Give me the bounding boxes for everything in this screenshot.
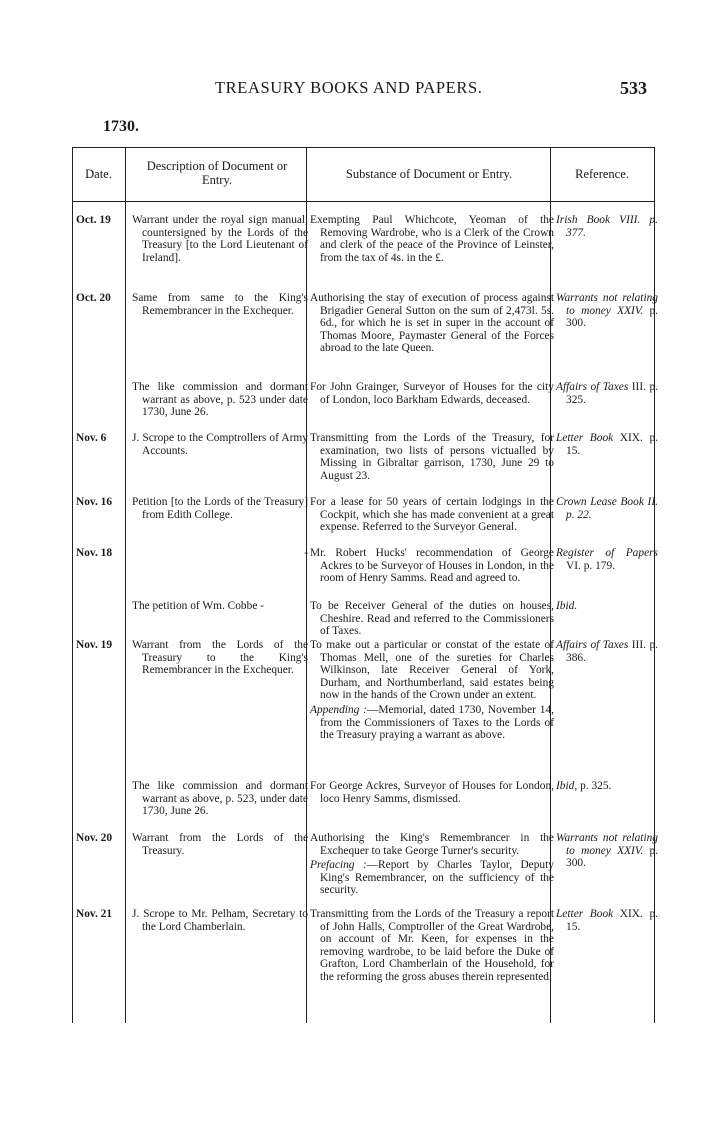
entry-description: - (304, 547, 308, 559)
entry-reference (556, 292, 658, 330)
appendix-text: —Memorial, dated 1730, November 14, from the Commissioners of Taxes to the Lords of the Treasury praying a warrant as above. (320, 703, 554, 742)
table-top-rule (72, 147, 655, 148)
entry-substance: Transmitting from the Lords of the Treasury, for examination, two lists of persons victualled by Missing in Gibraltar garrison, 1730, June 29 to August 23. (310, 432, 554, 482)
substance-main: To make out a particular or constat of the estate of Thomas Mell, one of the sureties for Charles Wilkinson, late Receiver General of York, Durham, and Northumberland, said estates being now in the hands of the Crown under an extent. (310, 639, 554, 702)
column-header-substance: Substance of Document or Entry. (345, 167, 513, 181)
entry-date: Nov. 21 (76, 908, 113, 920)
entry-date: Nov. 20 (76, 832, 113, 844)
entry-date: Nov. 6 (76, 432, 107, 444)
entry-description: Warrant under the royal sign manual, countersigned by the Lords of the Treasury [to the Lord Lieutenant of Ireland]. (132, 214, 308, 264)
reference-detail: XIX. p. 15. (566, 432, 658, 457)
column-rule (125, 147, 126, 1023)
reference-title: Irish Book (556, 214, 611, 226)
entry-substance (310, 832, 554, 897)
entry-substance: To be Receiver General of the duties on houses, Cheshire. Read and referred to the Commissioners of Taxes. (310, 600, 554, 638)
reference-detail: p. 325. (580, 780, 612, 792)
reference-title: Warrants not relating to money XXIV. (556, 292, 658, 317)
entry-reference (556, 381, 658, 406)
reference-title: Warrants not relating to money XXIV. (556, 832, 658, 857)
entry-substance: For a lease for 50 years of certain lodgings in the Cockpit, which she has made convenient at a great expense. Referred to the Surveyor General. (310, 496, 554, 534)
entry-substance: Authorising the stay of execution of process against Brigadier General Sutton on the sum of 2,473l. 5s. 6d., for which he is set in super in the account of Thomas Moore, Paymaster General of the Forces abroad to the late Queen. (310, 292, 554, 355)
entry-substance: Mr. Robert Hucks' recommendation of George Ackres to be Surveyor of Houses in London, in the room of Henry Samms. Read and agreed to. (310, 547, 554, 585)
substance-main: Authorising the King's Remembrancer in the Exchequer to take George Turner's security. (310, 832, 554, 857)
running-header (0, 78, 720, 102)
entry-substance: For John Grainger, Surveyor of Houses for the city of London, loco Barkham Edwards, deceased. (310, 381, 554, 406)
entry-description: Warrant from the Lords of the Treasury to the King's Remembrancer in the Exchequer. (132, 639, 308, 677)
reference-title: Ibid. (556, 600, 578, 612)
reference-detail: VIII. p. 377. (566, 214, 658, 239)
reference-title: Letter Book (556, 432, 614, 444)
reference-title: Letter Book (556, 908, 614, 920)
column-header-reference: Reference. (575, 167, 629, 181)
reference-title: Register of Papers (556, 547, 658, 559)
entry-reference (556, 639, 658, 664)
entry-reference (556, 600, 658, 613)
reference-title: Affairs of Taxes (556, 381, 629, 393)
entry-date: Nov. 18 (76, 547, 113, 559)
entry-description: J. Scrope to the Comptrollers of Army Accounts. (132, 432, 308, 457)
appendix-text: —Report by Charles Taylor, Deputy King's Remembrancer, on the sufficiency of the security. (320, 859, 554, 897)
entry-reference (556, 547, 658, 572)
column-rule (654, 147, 655, 1023)
entry-date: Oct. 19 (76, 214, 111, 226)
entry-reference (556, 832, 658, 870)
appendix-lead: Prefacing : (310, 859, 367, 872)
entry-reference (556, 908, 658, 933)
reference-title: Affairs of Taxes (556, 639, 629, 651)
reference-title: Ibid, (556, 780, 578, 792)
entry-substance (310, 639, 554, 742)
year-heading: 1730. (103, 118, 139, 135)
entry-description: Petition [to the Lords of the Treasury] from Edith College. (132, 496, 308, 521)
entry-description: Same from same to the King's Remembrancer in the Exchequer. (132, 292, 308, 317)
reference-detail: III. p. 325. (566, 381, 658, 406)
entry-date: Oct. 20 (76, 292, 111, 304)
reference-detail: III. p. 386. (566, 639, 658, 664)
entry-description: J. Scrope to Mr. Pelham, Secretary to the Lord Chamberlain. (132, 908, 308, 933)
entry-reference (556, 432, 658, 457)
table-header-rule (72, 201, 655, 202)
entry-description: The like commission and dormant warrant as above, p. 523 under date 1730, June 26. (132, 381, 308, 419)
appendix-lead: Appending : (310, 703, 367, 716)
entry-description: The petition of Wm. Cobbe - (132, 600, 265, 612)
entry-reference (556, 496, 658, 521)
reference-detail: VI. p. 179. (566, 559, 616, 572)
header-title: TREASURY BOOKS AND PAPERS. (215, 78, 483, 97)
reference-detail: II. p. 22. (566, 496, 658, 521)
column-rule (306, 147, 307, 1023)
column-rule (72, 147, 73, 1023)
column-header-description: Description of Document or Entry. (146, 159, 288, 187)
column-header-date: Date. (85, 167, 112, 181)
reference-detail: p. 300. (566, 844, 658, 870)
reference-detail: p. 300. (566, 304, 658, 330)
reference-detail: XIX. p. 15. (566, 908, 658, 933)
entry-reference (556, 780, 658, 793)
reference-title: Crown Lease Book (556, 496, 644, 508)
entry-description: The like commission and dormant warrant as above, p. 523, under date 1730, June 26. (132, 780, 308, 818)
entry-date: Nov. 19 (76, 639, 113, 651)
entry-description: Warrant from the Lords of the Treasury. (132, 832, 308, 857)
page-number: 533 (620, 78, 647, 98)
entry-reference (556, 214, 658, 239)
entry-substance: Transmitting from the Lords of the Treasury a report of John Halls, Comptroller of the Great Wardrobe, on account of Mr. Keen, for expenses in the removing wardrobe, to be laid before the Duke of Grafton, Lord Chamberlain of the Household, for the reforming the gross abuses therein represented. (310, 908, 554, 983)
entry-substance: For George Ackres, Surveyor of Houses for London, loco Henry Samms, dismissed. (310, 780, 554, 805)
entry-date: Nov. 16 (76, 496, 113, 508)
entry-substance: Exempting Paul Whichcote, Yeoman of the Removing Wardrobe, who is a Clerk of the Crown and clerk of the peace of the Province of Leinster, from the tax of 4s. in the £. (310, 214, 554, 264)
substance-appendix (310, 703, 554, 742)
substance-appendix (310, 859, 554, 897)
